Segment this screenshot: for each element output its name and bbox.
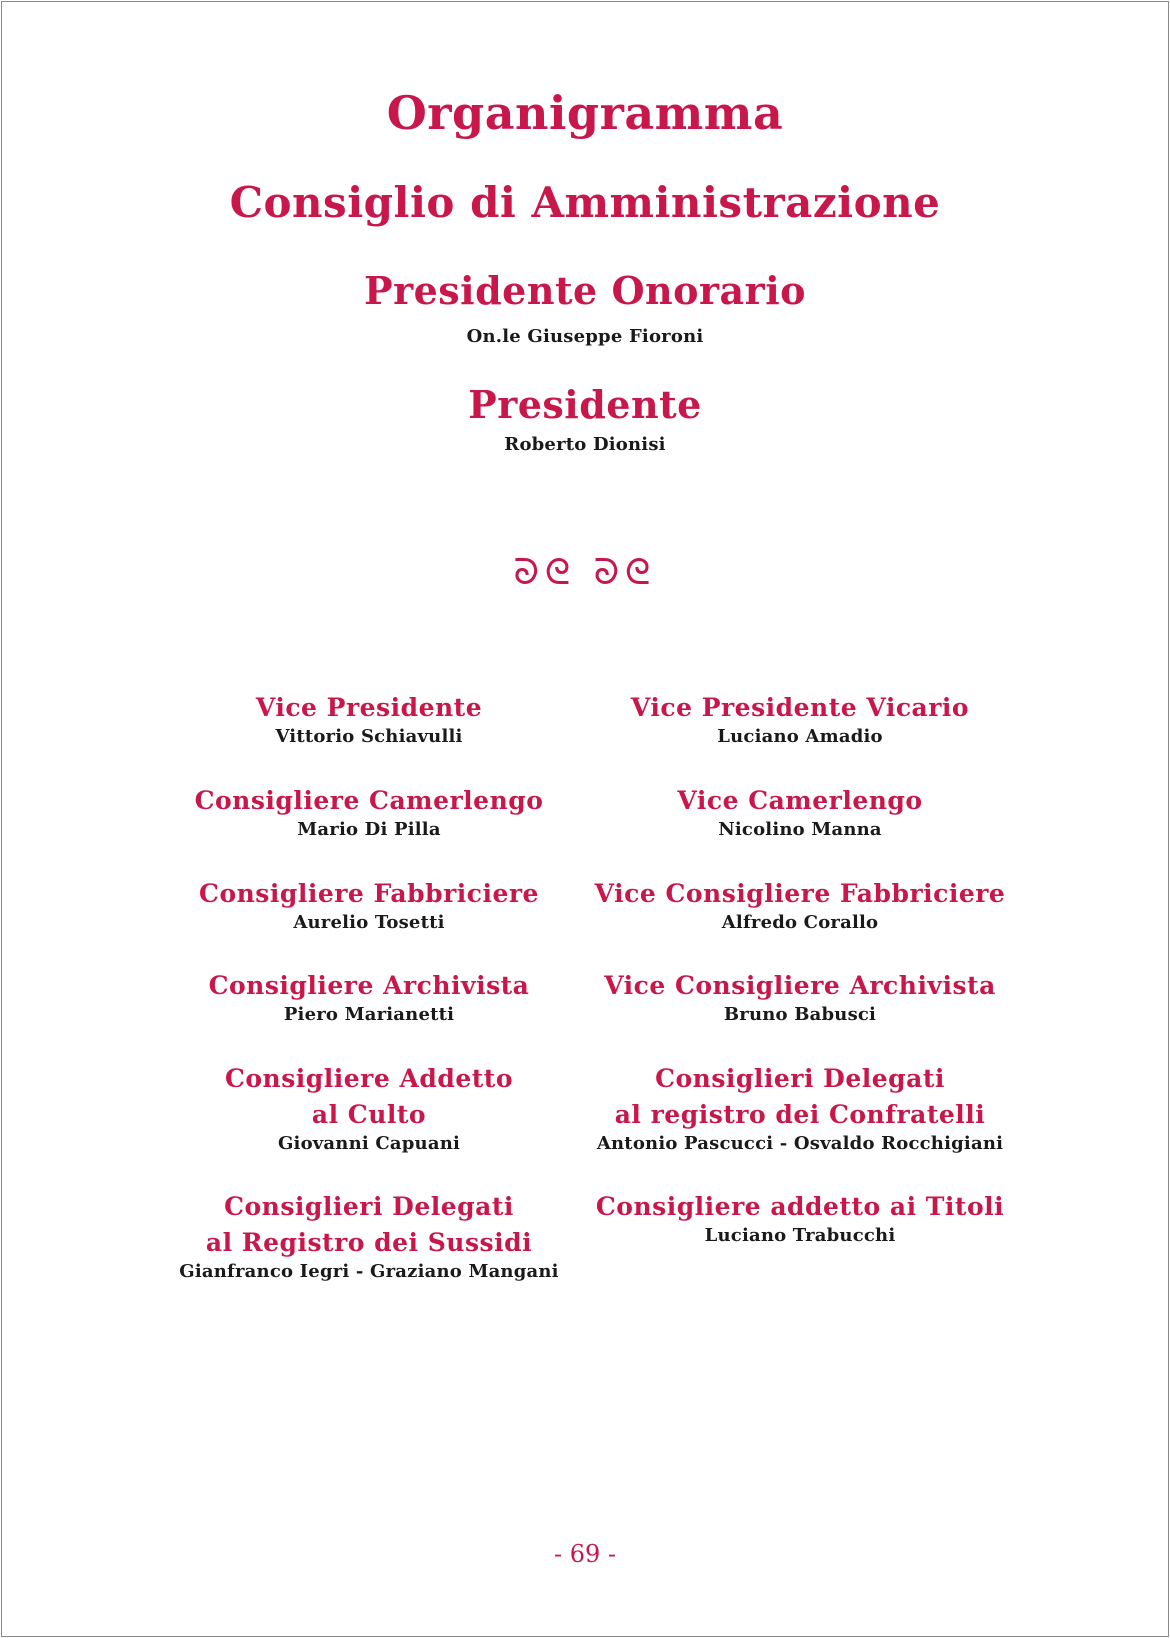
honorary-president-name: On.le Giuseppe Fioroni	[466, 326, 704, 347]
role-name: Aurelio Tosetti	[293, 912, 445, 933]
honorary-president-role: Presidente Onorario	[364, 268, 806, 313]
role-name: Alfredo Corallo	[721, 912, 879, 933]
role-title: Consiglieri Delegati	[655, 1064, 945, 1093]
role-block	[540, 690, 1060, 748]
role-title: Consigliere Addetto	[224, 1064, 513, 1093]
role-name: Vittorio Schiavulli	[275, 726, 463, 747]
role-title: Consigliere Camerlengo	[194, 786, 544, 815]
ornament-divider: ᘐᘓ ᘐᘓ	[513, 552, 657, 593]
council-title: Consiglio di Amministrazione	[229, 178, 941, 227]
role-title: Consiglieri Delegati	[224, 1192, 514, 1221]
role-name: Mario Di Pilla	[297, 819, 441, 840]
president-role: Presidente	[468, 382, 702, 427]
role-title: Vice Consigliere Fabbriciere	[594, 879, 1006, 908]
page-number: - 69 -	[553, 1540, 616, 1568]
role-title: Consigliere Fabbriciere	[199, 879, 539, 908]
role-name: Piero Marianetti	[283, 1004, 455, 1025]
role-name: Nicolino Manna	[718, 819, 882, 840]
role-name: Antonio Pascucci - Osvaldo Rocchigiani	[596, 1133, 1004, 1154]
role-name: Luciano Trabucchi	[704, 1225, 896, 1246]
role-title: al Culto	[311, 1100, 427, 1129]
role-title: Consigliere Archivista	[208, 971, 530, 1000]
president-name: Roberto Dionisi	[504, 434, 666, 455]
role-title: al registro dei Confratelli	[614, 1100, 986, 1129]
role-block	[540, 1189, 1060, 1247]
role-block	[540, 876, 1060, 934]
role-title: Vice Camerlengo	[677, 786, 923, 815]
role-block	[540, 968, 1060, 1026]
role-name: Luciano Amadio	[717, 726, 883, 747]
role-title: al Registro dei Sussidi	[205, 1228, 533, 1257]
role-title: Consigliere addetto ai Titoli	[595, 1192, 1005, 1221]
role-name: Gianfranco Iegri - Graziano Mangani	[179, 1261, 559, 1282]
role-name: Giovanni Capuani	[277, 1133, 461, 1154]
role-title: Vice Consigliere Archivista	[604, 971, 996, 1000]
role-block	[540, 1061, 1060, 1155]
role-block	[540, 783, 1060, 841]
role-title: Vice Presidente	[255, 693, 483, 722]
page-title: Organigramma	[386, 86, 784, 140]
role-name: Bruno Babusci	[723, 1004, 877, 1025]
role-title: Vice Presidente Vicario	[630, 693, 970, 722]
